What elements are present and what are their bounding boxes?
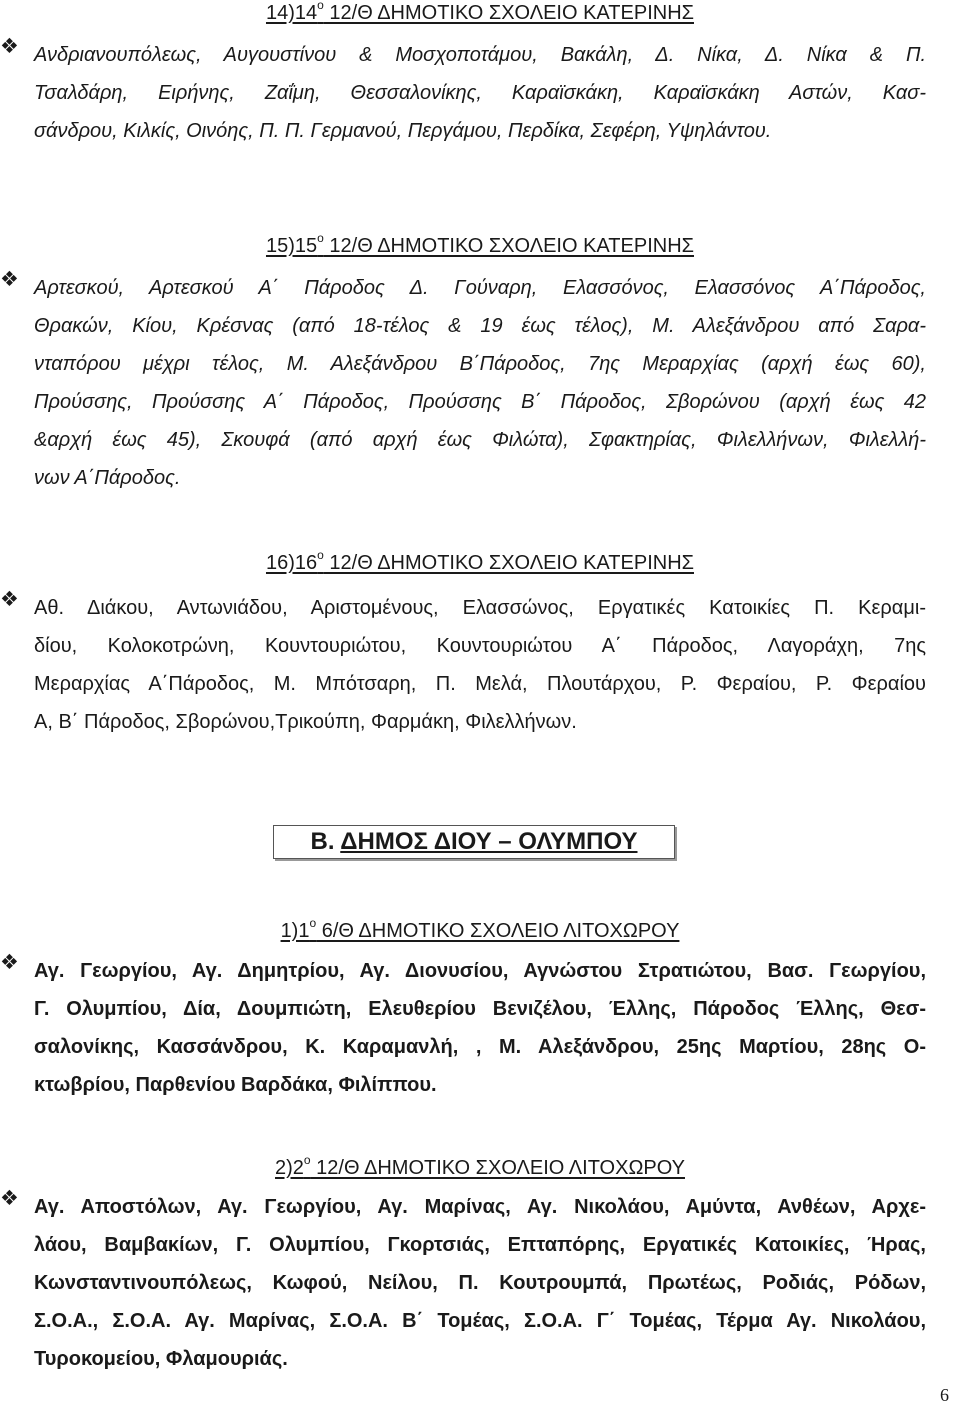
street-list-14 <box>0 35 926 150</box>
list-line: Θρακών, Κίου, Κρέσνας (από 18-τέλος & 19 έως τέλος), Μ. Αλεξάνδρου από Σαρα- <box>34 315 926 337</box>
diamond-flower-bullet-icon: ❖ <box>0 35 19 58</box>
list-line: Τυροκομείου, Φλαμουριάς. <box>34 1348 288 1370</box>
list-line: νων Α΄Πάροδος. <box>34 467 181 489</box>
diamond-flower-bullet-icon: ❖ <box>0 268 19 291</box>
list-line: σάνδρου, Κιλκίς, Οινόης, Π. Π. Γερμανού, Περγάμου, Περδίκα, Σεφέρη, Υψηλάντου. <box>34 120 772 142</box>
list-line: Κωνσταντινουπόλεως, Κωφού, Νείλου, Π. Κουτρουμπά, Πρωτέως, Ροδιάς, Ρόδων, <box>34 1272 926 1294</box>
street-list-15 <box>0 268 926 497</box>
list-line: Αθ. Διάκου, Αντωνιάδου, Αριστομένους, Ελασσώνος, Εργατικές Κατοικίες Π. Κεραμι- <box>34 597 926 619</box>
diamond-flower-bullet-icon: ❖ <box>0 1187 19 1210</box>
list-line: λάου, Βαμβακίων, Γ. Ολυμπίου, Γκορτσιάς, Επταπόρης, Εργατικές Κατοικίες, Ήρας, <box>34 1234 926 1256</box>
list-line: Α, Β΄ Πάροδος, Σβορώνου,Τρικούπη, Φαρμάκη, Φιλελλήνων. <box>34 711 577 733</box>
street-list-litochoro-2 <box>0 1187 926 1378</box>
list-line: &αρχή έως 45), Σκουφά (από αρχή έως Φιλώτα), Σφακτηρίας, Φιλελλήνων, Φιλελλή- <box>34 429 926 451</box>
list-line: Μεραρχίας Α΄Πάροδος, Μ. Μπότσαρη, Π. Μελά, Πλουτάρχου, Ρ. Φεραίου, Ρ. Φεραίου <box>34 673 926 695</box>
section-heading-16: $16)16^o$ 12/Θ ΔΗΜΟΤΙΚΟ ΣΧΟΛΕΙΟ ΚΑΤΕΡΙΝΗΣ <box>265 548 694 574</box>
list-line: Τσαλδάρη, Ειρήνης, Ζαΐμη, Θεσσαλονίκης, Καραϊσκάκη, Καραϊσκάκη Αστών, Κασ- <box>34 82 926 104</box>
page-number: 6 <box>940 1385 949 1405</box>
list-line: Αγ. Γεωργίου, Αγ. Δημητρίου, Αγ. Διονυσίου, Αγνώστου Στρατιώτου, Βασ. Γεωργίου, <box>34 960 926 982</box>
list-line: Ανδριανουπόλεως, Αυγουστίνου & Μοσχοποτάμου, Βακάλη, Δ. Νίκα, Δ. Νίκα & Π. <box>34 44 926 66</box>
list-line: κτωβρίου, Παρθενίου Βαρδάκα, Φιλίππου. <box>34 1074 437 1096</box>
list-line: Προύσσης, Προύσσης Α΄ Πάροδος, Προύσσης Β΄ Πάροδος, Σβορώνου (αρχή έως 42 <box>34 391 926 413</box>
section-heading-litochoro-2: $2)2^o$ 12/Θ ΔΗΜΟΤΙΚΟ ΣΧΟΛΕΙΟ ΛΙΤΟΧΩΡΟΥ <box>275 1153 685 1179</box>
street-list-litochoro-1 <box>0 951 926 1104</box>
list-line: Σ.Ο.Α., Σ.Ο.Α. Αγ. Μαρίνας, Σ.Ο.Α. Β΄ Τομέας, Σ.Ο.Α. Γ΄ Τομέας, Τέρμα Αγ. Νικολάου, <box>34 1310 926 1332</box>
municipality-heading: Β. ΔΗΜΟΣ ΔΙΟΥ – ΟΛΥΜΠΟΥ <box>273 825 675 859</box>
street-list-16 <box>0 588 926 741</box>
list-line: Αρτεσκού, Αρτεσκού Α΄ Πάροδος Δ. Γούναρη, Ελασσόνος, Ελασσόνος Α΄Πάροδος, <box>34 277 926 299</box>
diamond-flower-bullet-icon: ❖ <box>0 951 19 974</box>
list-line: Αγ. Αποστόλων, Αγ. Γεωργίου, Αγ. Μαρίνας, Αγ. Νικολάου, Αμύντα, Ανθέων, Αρχε- <box>34 1196 926 1218</box>
section-heading-15: $15)15^o$ 12/Θ ΔΗΜΟΤΙΚΟ ΣΧΟΛΕΙΟ ΚΑΤΕΡΙΝΗΣ <box>265 231 694 257</box>
list-line: σαλονίκης, Κασσάνδρου, Κ. Καραμανλή, , Μ. Αλεξάνδρου, 25ης Μαρτίου, 28ης Ο- <box>34 1036 926 1058</box>
section-heading-14: $14)14^o$ 12/Θ ΔΗΜΟΤΙΚΟ ΣΧΟΛΕΙΟ ΚΑΤΕΡΙΝΗΣ <box>265 0 694 24</box>
list-line: Γ. Ολυμπίου, Δία, Δουμπιώτη, Ελευθερίου Βενιζέλου, Έλλης, Πάροδος Έλλης, Θεσ- <box>34 998 926 1020</box>
list-line: δίου, Κολοκοτρώνη, Κουντουριώτου, Κουντουριώτου Α΄ Πάροδος, Λαγοράχη, 7ης <box>34 635 926 657</box>
section-heading-litochoro-1: $1)1^o$ 6/Θ ΔΗΜΟΤΙΚΟ ΣΧΟΛΕΙΟ ΛΙΤΟΧΩΡΟΥ <box>280 916 680 942</box>
diamond-flower-bullet-icon: ❖ <box>0 588 19 611</box>
list-line: νταπόρου μέχρι τέλος, Μ. Αλεξάνδρου Β΄Πάροδος, 7ης Μεραρχίας (αρχή έως 60), <box>34 353 926 375</box>
